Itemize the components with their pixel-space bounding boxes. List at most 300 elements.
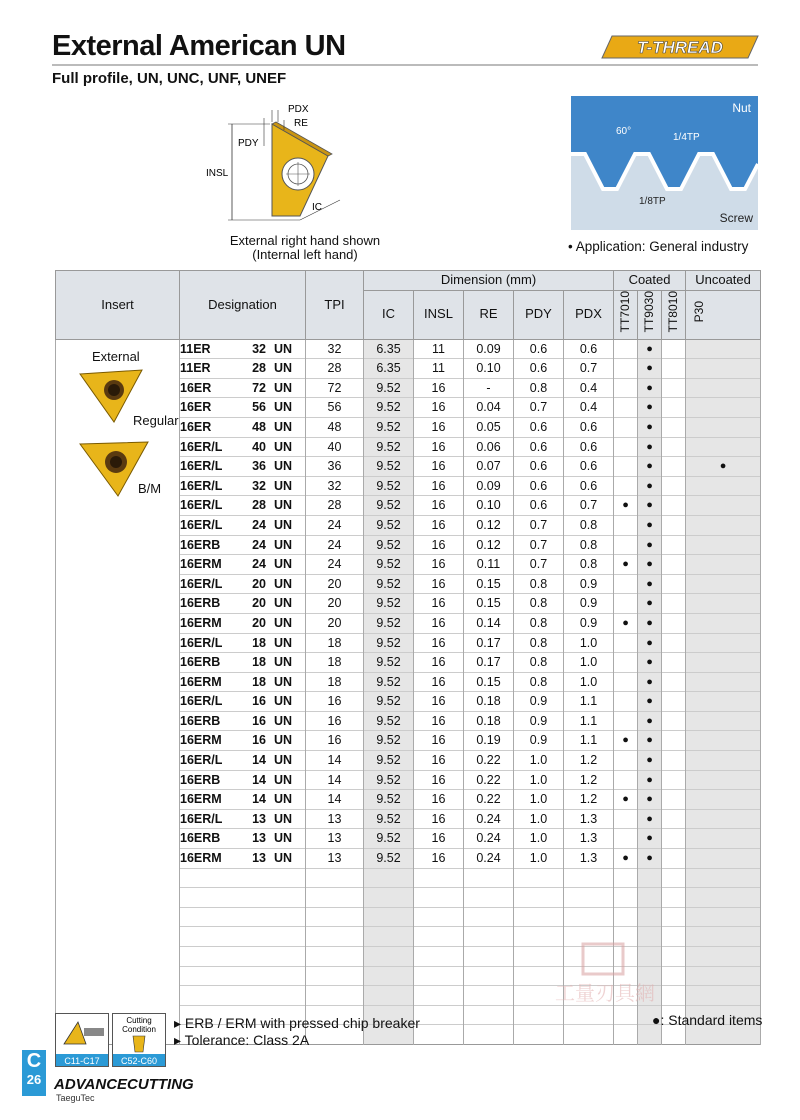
col-tt9030: TT9030 [638,290,662,339]
insl-cell: 16 [414,417,464,437]
designation-cell [180,515,306,535]
svg-text:Screw: Screw [719,211,753,225]
pdx-cell: 0.8 [564,535,614,555]
designation-standard: UN [273,517,292,532]
insert-label-bm: B/M [138,480,162,496]
pdy-cell: 1.0 [514,751,564,771]
designation-tpi: 13 [252,851,266,866]
tpi-cell: 16 [306,731,364,751]
svg-text:C52-C60: C52-C60 [120,1056,158,1066]
tt9030-cell: ● [638,555,662,575]
insl-cell [414,888,464,908]
designation-tpi: 16 [252,713,266,728]
insert-label-regular: Regular [133,412,179,428]
tt9030-cell: ● [638,790,662,810]
insl-cell: 16 [414,476,464,496]
designation-standard: UN [273,831,292,846]
re-cell: 0.22 [464,751,514,771]
tt7010-cell [614,476,638,496]
re-cell: 0.15 [464,672,514,692]
designation-tpi: 24 [252,557,266,572]
ic-cell: 6.35 [364,359,414,379]
pdy-cell: 0.9 [514,692,564,712]
tt8010-cell [662,770,686,790]
tt7010-cell [614,339,638,359]
re-cell: 0.06 [464,437,514,457]
tt9030-cell: ● [638,535,662,555]
designation-series: 16ER/L [180,694,223,709]
caption-line-1: External right hand shown [229,233,381,248]
tt7010-cell [614,672,638,692]
tt9030-cell: ● [638,457,662,477]
tt8010-cell [662,496,686,516]
tt8010-cell [662,613,686,633]
pdx-cell: 1.0 [564,633,614,653]
pdx-cell: 1.1 [564,692,614,712]
tpi-cell: 13 [306,829,364,849]
tt7010-cell [614,359,638,379]
re-cell: 0.10 [464,359,514,379]
designation-cell [180,907,306,927]
section-tab [22,1050,46,1096]
pdy-cell: 0.9 [514,731,564,751]
designation-series: 16ER [180,419,212,434]
tt9030-cell: ● [638,633,662,653]
insl-cell: 16 [414,378,464,398]
ic-cell [364,888,414,908]
designation-series: 16ER/L [180,459,223,474]
tpi-cell: 18 [306,653,364,673]
col-uncoated: Uncoated [686,271,761,291]
insl-cell: 16 [414,555,464,575]
pdx-cell: 1.2 [564,790,614,810]
tt9030-cell: ● [638,672,662,692]
tt8010-cell [662,535,686,555]
application-note: • Application: General industry [568,239,749,254]
designation-tpi: 20 [252,596,266,611]
tpi-cell: 28 [306,359,364,379]
designation-tpi: 20 [252,615,266,630]
svg-text:RE: RE [294,118,308,129]
designation-cell [180,574,306,594]
tt8010-cell [662,359,686,379]
ic-cell: 9.52 [364,515,414,535]
col-designation: Designation [180,271,306,340]
tt7010-cell [614,437,638,457]
tt8010-cell [662,515,686,535]
cutting-tool-icon[interactable] [55,1013,109,1067]
re-cell: 0.22 [464,770,514,790]
p30-cell [686,359,761,379]
tpi-cell: 48 [306,417,364,437]
tt7010-cell [614,907,638,927]
insl-cell: 16 [414,613,464,633]
pdy-cell: 1.0 [514,770,564,790]
svg-text:ADVANCECUTTING: ADVANCECUTTING [54,1076,194,1093]
designation-standard: UN [273,811,292,826]
designation-tpi: 14 [252,772,266,787]
re-cell [464,986,514,1006]
designation-series: 16ERB [180,713,221,728]
designation-standard: UN [273,419,292,434]
p30-cell [686,417,761,437]
pdx-cell: 0.4 [564,398,614,418]
ic-cell: 9.52 [364,731,414,751]
designation-series: 16ERM [180,557,222,572]
tt9030-cell: ● [638,692,662,712]
designation-series: 16ERB [180,655,221,670]
tpi-cell: 20 [306,613,364,633]
ic-cell: 9.52 [364,457,414,477]
pdy-cell: 0.6 [514,476,564,496]
tt7010-cell [614,633,638,653]
table-row [56,339,761,359]
p30-cell: ● [686,457,761,477]
p30-cell [686,927,761,947]
ic-cell: 9.52 [364,711,414,731]
tt9030-cell: ● [638,594,662,614]
watermark-logo [535,940,675,1010]
tt9030-cell: ● [638,515,662,535]
designation-tpi: 32 [252,341,266,356]
svg-text:INSL: INSL [206,168,229,179]
tt8010-cell [662,653,686,673]
p30-cell [686,515,761,535]
re-cell: 0.17 [464,633,514,653]
pdy-cell: 0.6 [514,359,564,379]
designation-series: 16ER/L [180,753,223,768]
re-cell: 0.07 [464,457,514,477]
standard-items-legend: ●: Standard items [652,1012,763,1028]
p30-cell [686,829,761,849]
p30-cell [686,751,761,771]
designation-standard: UN [273,713,292,728]
ic-cell: 9.52 [364,633,414,653]
ic-cell: 9.52 [364,829,414,849]
tpi-cell: 56 [306,398,364,418]
designation-standard: UN [273,459,292,474]
tpi-cell [306,868,364,888]
ic-cell: 9.52 [364,613,414,633]
insert-cell [56,339,180,1044]
tpi-cell: 36 [306,457,364,477]
tt7010-cell: ● [614,555,638,575]
designation-tpi: 16 [252,694,266,709]
col-ic: IC [364,290,414,339]
designation-cell [180,594,306,614]
designation-standard: UN [273,615,292,630]
title-rule [52,64,758,66]
p30-cell [686,809,761,829]
tt8010-cell [662,398,686,418]
designation-cell [180,535,306,555]
pdy-cell: 0.6 [514,457,564,477]
designation-cell [180,633,306,653]
ic-cell: 9.52 [364,751,414,771]
re-cell: 0.15 [464,574,514,594]
cutting-condition-icon[interactable] [112,1013,166,1067]
designation-standard: UN [273,596,292,611]
pdy-cell: 0.6 [514,437,564,457]
ic-cell [364,927,414,947]
pdx-cell: 1.0 [564,672,614,692]
re-cell: 0.24 [464,849,514,869]
designation-cell [180,809,306,829]
p30-cell [686,672,761,692]
pdy-cell [514,888,564,908]
p30-cell [686,692,761,712]
tt8010-cell [662,751,686,771]
tpi-cell: 18 [306,633,364,653]
pdy-cell: 1.0 [514,849,564,869]
p30-cell [686,731,761,751]
designation-series: 16ERM [180,733,222,748]
insl-cell: 16 [414,574,464,594]
re-cell [464,888,514,908]
tt7010-cell [614,535,638,555]
insl-cell: 11 [414,359,464,379]
tpi-cell [306,966,364,986]
designation-series: 16ER/L [180,517,223,532]
insl-cell: 16 [414,751,464,771]
insl-cell [414,1025,464,1045]
insl-cell: 16 [414,437,464,457]
pdx-cell: 0.9 [564,594,614,614]
p30-cell [686,907,761,927]
tpi-cell [306,986,364,1006]
tt8010-cell [662,888,686,908]
insl-cell: 16 [414,711,464,731]
pdx-cell: 0.9 [564,574,614,594]
insl-cell: 16 [414,457,464,477]
tt8010-cell [662,476,686,496]
p30-cell [686,613,761,633]
insl-cell: 16 [414,653,464,673]
pdy-cell: 0.7 [514,398,564,418]
tpi-cell [306,927,364,947]
tt8010-cell [662,868,686,888]
designation-tpi: 24 [252,537,266,552]
tt8010-cell [662,457,686,477]
pdx-cell: 0.9 [564,613,614,633]
tt9030-cell [638,868,662,888]
ic-cell [364,947,414,967]
tt7010-cell [614,574,638,594]
p30-cell [686,947,761,967]
designation-standard: UN [273,400,292,415]
pdy-cell: 0.7 [514,515,564,535]
p30-cell [686,888,761,908]
designation-series: 16ERB [180,537,221,552]
p30-cell [686,574,761,594]
designation-standard: UN [273,557,292,572]
designation-series: 16ER/L [180,439,223,454]
designation-cell [180,417,306,437]
designation-tpi: 28 [252,361,266,376]
designation-cell [180,672,306,692]
re-cell: 0.18 [464,711,514,731]
tt7010-cell [614,692,638,712]
tpi-cell: 24 [306,555,364,575]
p30-cell [686,868,761,888]
pdx-cell: 1.2 [564,751,614,771]
tt9030-cell: ● [638,770,662,790]
pdy-cell: 0.8 [514,653,564,673]
tt7010-cell [614,457,638,477]
designation-cell [180,888,306,908]
pdx-cell: 0.4 [564,378,614,398]
re-cell: 0.09 [464,339,514,359]
tt7010-cell [614,751,638,771]
tpi-cell: 16 [306,692,364,712]
tt7010-cell: ● [614,496,638,516]
p30-cell [686,986,761,1006]
insl-cell: 16 [414,633,464,653]
insert-label-external: External [92,348,140,364]
thread-profile-diagram [571,96,758,230]
designation-tpi: 18 [252,655,266,670]
tt8010-cell [662,378,686,398]
designation-standard: UN [273,361,292,376]
re-cell: 0.09 [464,476,514,496]
svg-text:1/8TP: 1/8TP [639,196,666,207]
designation-tpi: 56 [252,400,266,415]
designation-standard: UN [273,655,292,670]
ic-cell: 9.52 [364,770,414,790]
tt8010-cell [662,555,686,575]
p30-cell [686,849,761,869]
tt7010-cell [614,378,638,398]
designation-cell [180,751,306,771]
insl-cell [414,986,464,1006]
pdx-cell [564,907,614,927]
tt7010-cell: ● [614,731,638,751]
designation-standard: UN [273,380,292,395]
tt9030-cell: ● [638,711,662,731]
tt7010-cell: ● [614,790,638,810]
designation-series: 16ERB [180,772,221,787]
designation-cell [180,653,306,673]
col-pdx: PDX [564,290,614,339]
svg-text:IC: IC [312,202,322,213]
designation-standard: UN [273,674,292,689]
tt8010-cell [662,907,686,927]
tt7010-cell: ● [614,613,638,633]
col-tt7010: TT7010 [614,290,638,339]
svg-text:PDX: PDX [288,104,309,115]
tt7010-cell [614,1025,638,1045]
tpi-cell: 18 [306,672,364,692]
insl-cell: 16 [414,829,464,849]
re-cell [464,927,514,947]
designation-cell [180,692,306,712]
tt9030-cell: ● [638,653,662,673]
re-cell: 0.18 [464,692,514,712]
designation-standard: UN [273,439,292,454]
insl-cell [414,907,464,927]
tt9030-cell: ● [638,417,662,437]
re-cell: 0.24 [464,829,514,849]
re-cell: 0.12 [464,515,514,535]
ic-cell: 9.52 [364,594,414,614]
pdx-cell: 1.3 [564,829,614,849]
tt9030-cell: ● [638,339,662,359]
svg-text:工量刃具網: 工量刃具網 [555,981,655,1005]
p30-cell [686,594,761,614]
designation-standard: UN [273,792,292,807]
re-cell: 0.22 [464,790,514,810]
tt8010-cell [662,437,686,457]
designation-cell [180,868,306,888]
tt8010-cell [662,594,686,614]
ic-cell: 9.52 [364,692,414,712]
re-cell [464,868,514,888]
tt8010-cell [662,339,686,359]
re-cell: 0.15 [464,594,514,614]
tpi-cell: 20 [306,594,364,614]
designation-tpi: 14 [252,753,266,768]
designation-cell [180,359,306,379]
p30-cell [686,966,761,986]
re-cell: - [464,378,514,398]
pdx-cell: 0.8 [564,515,614,535]
svg-text:TaeguTec: TaeguTec [56,1093,95,1103]
pdx-cell: 1.3 [564,809,614,829]
designation-series: 16ERM [180,615,222,630]
tt8010-cell [662,417,686,437]
pdy-cell: 0.8 [514,574,564,594]
insl-cell: 16 [414,692,464,712]
tt9030-cell: ● [638,359,662,379]
note-chip-breaker: ▸ ERB / ERM with pressed chip breaker [174,1015,420,1031]
designation-standard: UN [273,753,292,768]
pdy-cell [514,1025,564,1045]
tpi-cell: 14 [306,770,364,790]
pdy-cell: 0.7 [514,535,564,555]
tt9030-cell [638,907,662,927]
designation-standard: UN [273,498,292,513]
col-dimension: Dimension (mm) [364,271,614,291]
designation-standard: UN [273,341,292,356]
designation-cell [180,986,306,1006]
insl-cell: 16 [414,790,464,810]
tt9030-cell: ● [638,496,662,516]
pdy-cell: 0.8 [514,613,564,633]
svg-text:Condition: Condition [122,1025,156,1034]
designation-series: 16ER/L [180,635,223,650]
svg-text:C11-C17: C11-C17 [64,1056,100,1066]
ic-cell: 9.52 [364,417,414,437]
p30-cell [686,770,761,790]
designation-cell [180,927,306,947]
tpi-cell: 72 [306,378,364,398]
svg-text:Nut: Nut [732,101,751,115]
tt8010-cell [662,809,686,829]
insl-cell: 16 [414,496,464,516]
re-cell [464,1025,514,1045]
col-tt8010: TT8010 [662,290,686,339]
tpi-cell: 24 [306,515,364,535]
tt8010-cell [662,692,686,712]
pdx-cell: 0.7 [564,359,614,379]
designation-tpi: 48 [252,419,266,434]
pdx-cell: 0.6 [564,417,614,437]
tt9030-cell: ● [638,731,662,751]
pdy-cell: 0.8 [514,378,564,398]
ic-cell: 9.52 [364,535,414,555]
ic-cell: 9.52 [364,476,414,496]
insert-illustrations [56,340,180,500]
